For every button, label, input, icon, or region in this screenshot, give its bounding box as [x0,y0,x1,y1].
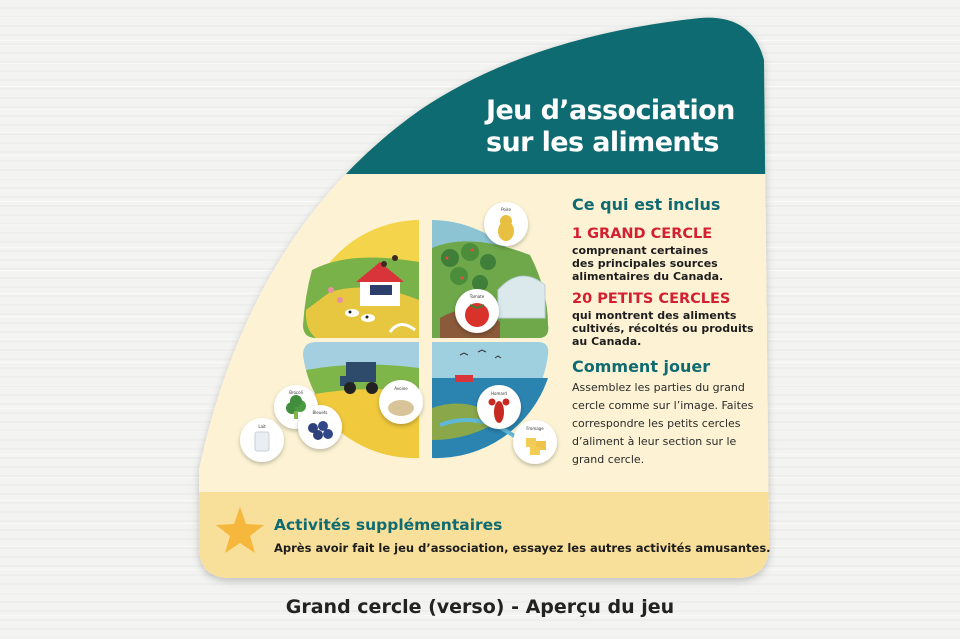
token-broccoli-label: Brocoli [289,390,303,395]
how-to-play-text: Assemblez les parties du grand cercle comme sur l’image. Faites correspondre les petits cercles d’aliment à leur section sur le grand cercle. [572,381,754,466]
token-oats-label: Avoine [394,386,408,391]
activities-heading: Activités supplémentaires [274,516,503,534]
token-milk-label: Lait [258,424,266,429]
activities-text: Après avoir fait le jeu d’association, essayez les autres activités amusantes. [274,541,771,555]
token-milk [240,418,284,462]
token-oats [379,380,423,424]
token-blueberries [298,405,342,449]
included-heading: Ce qui est inclus [572,195,721,214]
small-circles-title: 20 PETITS CERCLES [572,291,731,307]
token-lobster-label: Homard [491,391,507,396]
token-tomato [455,289,499,333]
card-title-line1: Jeu d’association [486,95,735,126]
big-circle-description: comprenant certaines des principales sources alimentaires du Canada. [572,244,724,283]
token-blueberries-label: Bleuets [312,410,328,415]
token-pear [484,202,528,246]
card-title-line2: sur les aliments [486,127,719,158]
card-title [486,95,786,159]
big-circle-title: 1 GRAND CERCLE [572,226,713,242]
token-pear-label: Poire [501,207,511,212]
token-cheese [513,420,557,464]
small-circles-description: qui montrent des aliments cultivés, récoltés ou produits au Canada. [572,309,754,348]
token-tomato-label: Tomate [469,294,485,299]
how-to-play-heading: Comment jouer [572,357,711,376]
image-caption: Grand cercle (verso) - Aperçu du jeu [285,596,675,618]
token-lobster [477,385,521,429]
token-cheese-label: Fromage [526,426,544,431]
